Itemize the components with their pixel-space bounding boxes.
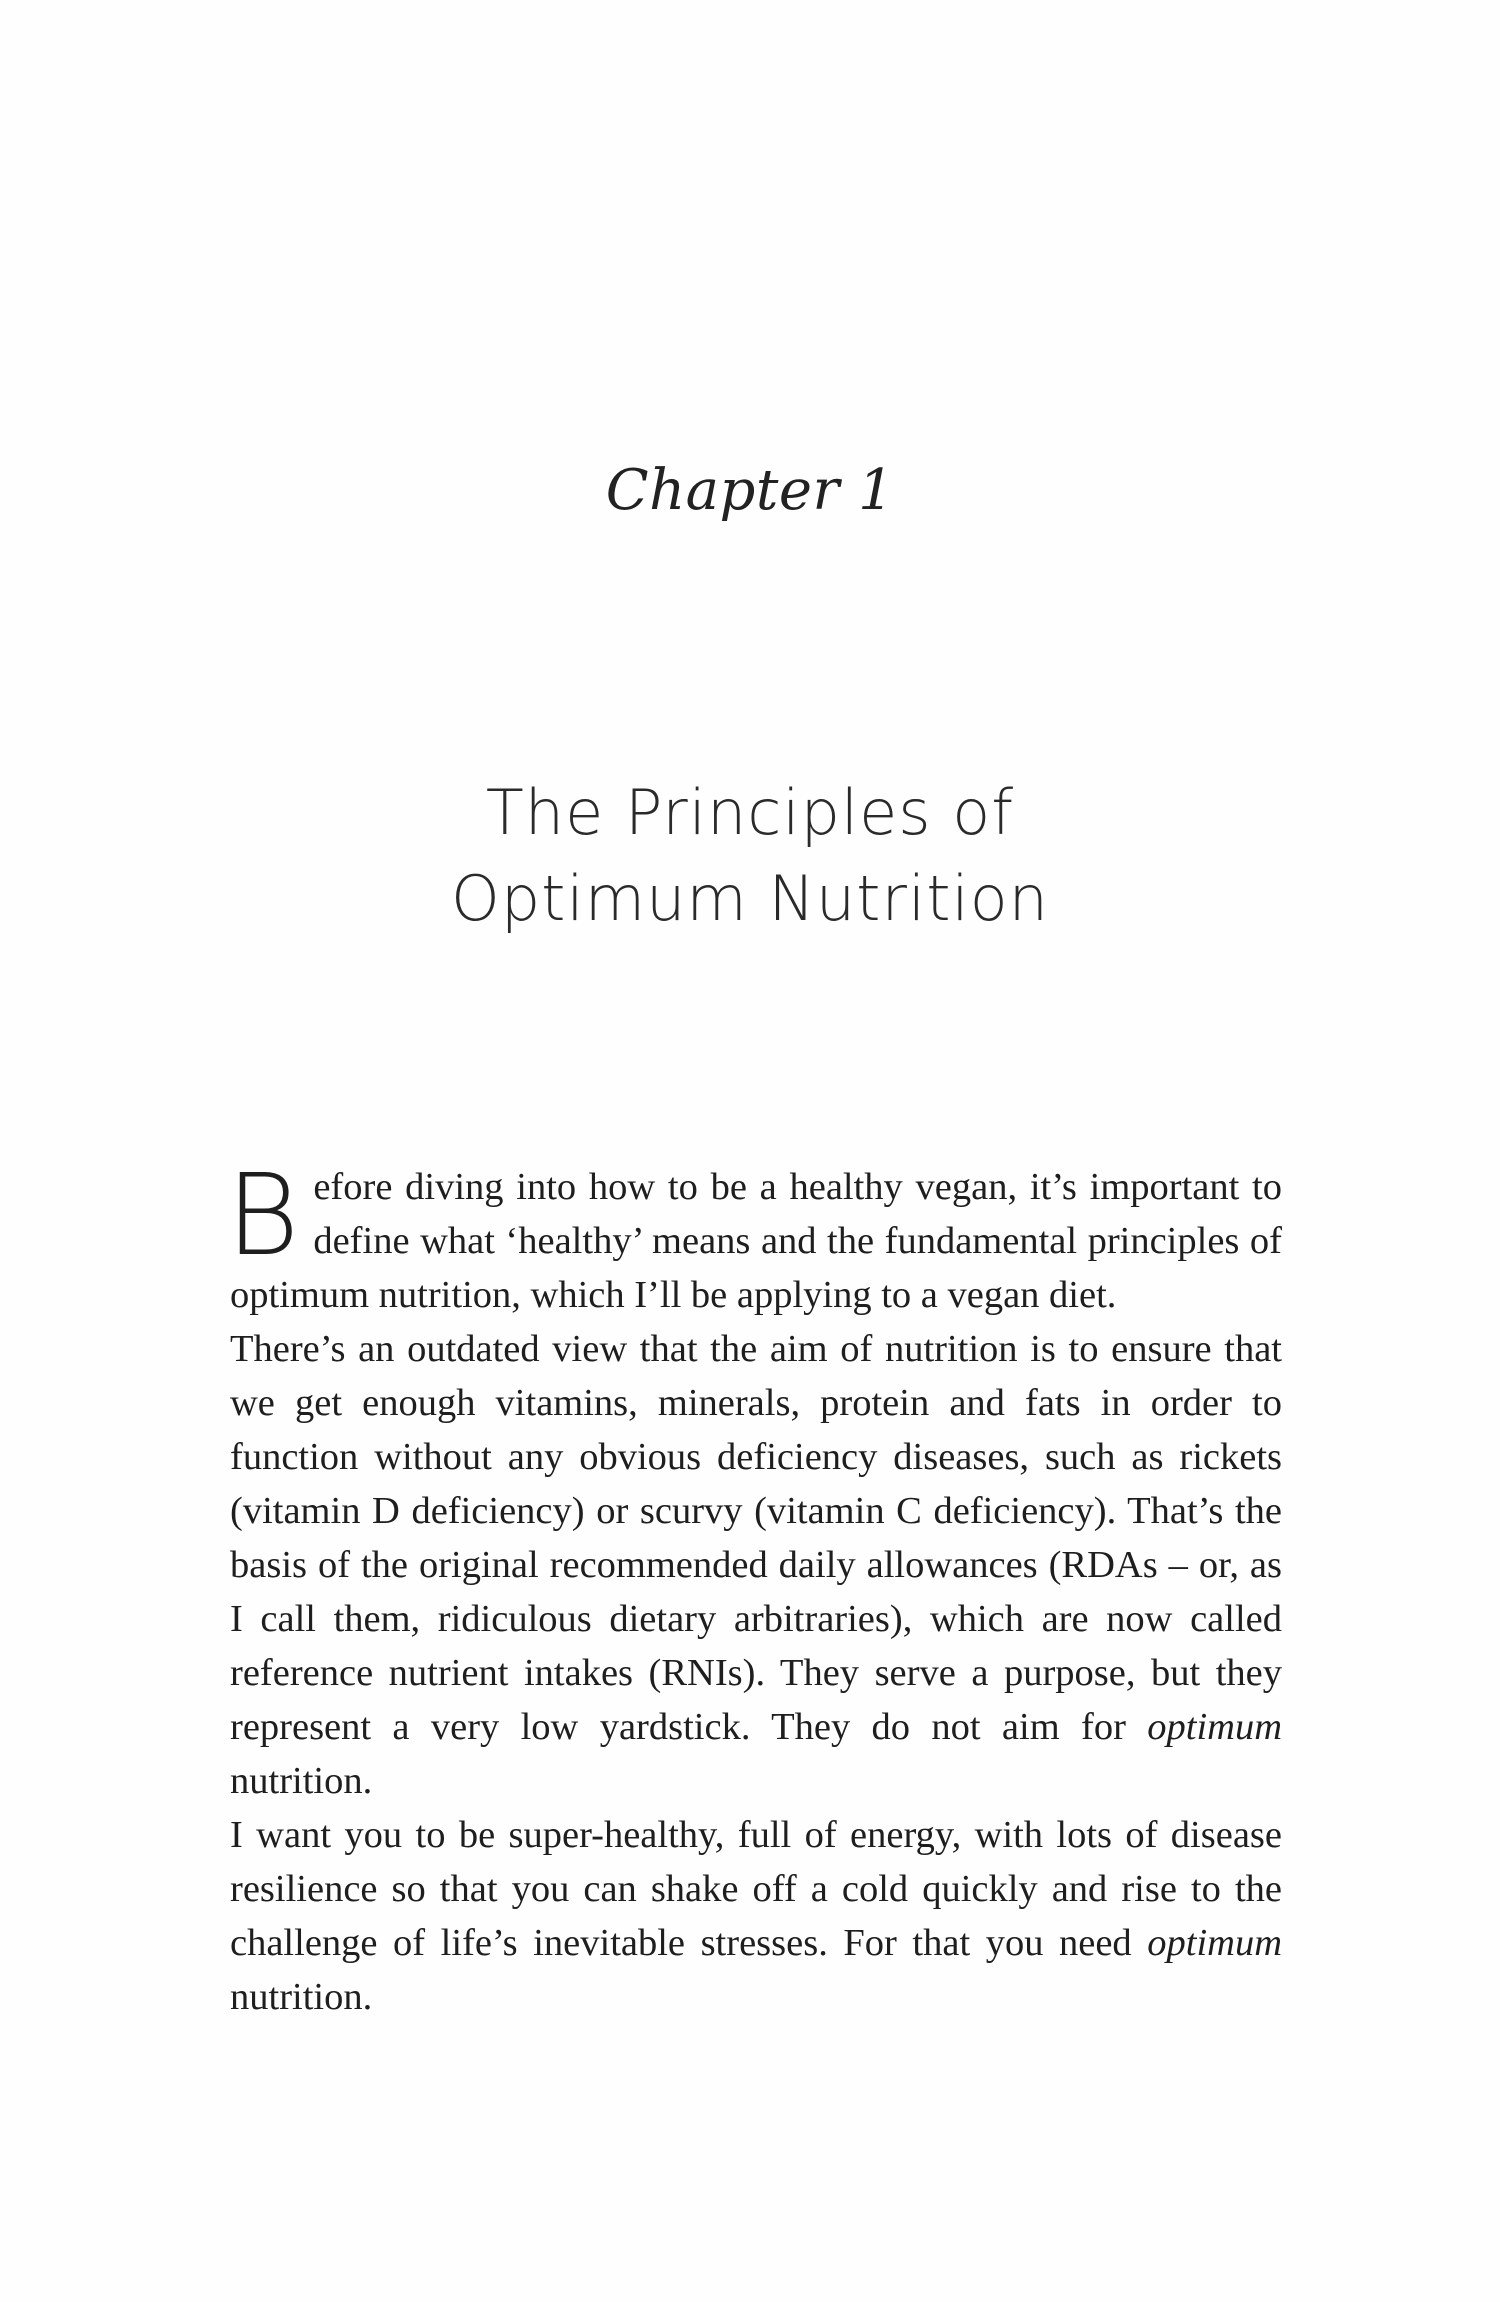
paragraph-2-text: There’s an outdated view that the aim of nutrition is to ensure that we get enough vitamins, minerals, protein and fats in order to function without any obvious deficiency diseases, such as rickets (vitamin D deficiency) or scurvy (vitamin C deficiency). That’s the basis of the original recommended daily allowances (RDAs – or, as I call them, ridiculous dietary arbitraries), which are now called reference nutrient intakes (RNIs). They serve a purpose, but they represent a very low yardstick. They do not aim for bbox=[230, 1328, 1282, 1748]
paragraph-3-text: I want you to be super-healthy, full of energy, with lots of disease resilience so that you can shake off a cold quickly and rise to the challenge of life’s inevitable stresses. For that you need bbox=[230, 1814, 1282, 1964]
paragraph-2-emphasis: optimum bbox=[1147, 1706, 1282, 1748]
body-text bbox=[226, 1151, 1282, 2024]
paragraph-1-text: efore diving into how to be a healthy vegan, it’s important to define what ‘healthy’ means and the fundamental principles of optimum nutrition, which I’ll be applying to a vegan diet. bbox=[230, 1166, 1282, 1316]
paragraph-2-end: nutrition. bbox=[230, 1760, 373, 1802]
paragraph-3 bbox=[230, 1808, 1282, 2024]
chapter-number: Chapter 1 bbox=[605, 458, 895, 523]
paragraph-3-emphasis: optimum bbox=[1147, 1922, 1282, 1964]
paragraph-3-end: nutrition. bbox=[230, 1976, 373, 2018]
paragraph-1 bbox=[226, 1151, 1282, 1322]
drop-cap: B bbox=[226, 1151, 300, 1281]
chapter-title-line-1: The Principles of bbox=[485, 776, 1015, 849]
chapter-title-line-2: Optimum Nutrition bbox=[451, 862, 1049, 935]
chapter-title bbox=[0, 770, 1500, 942]
paragraph-2 bbox=[230, 1322, 1282, 1808]
